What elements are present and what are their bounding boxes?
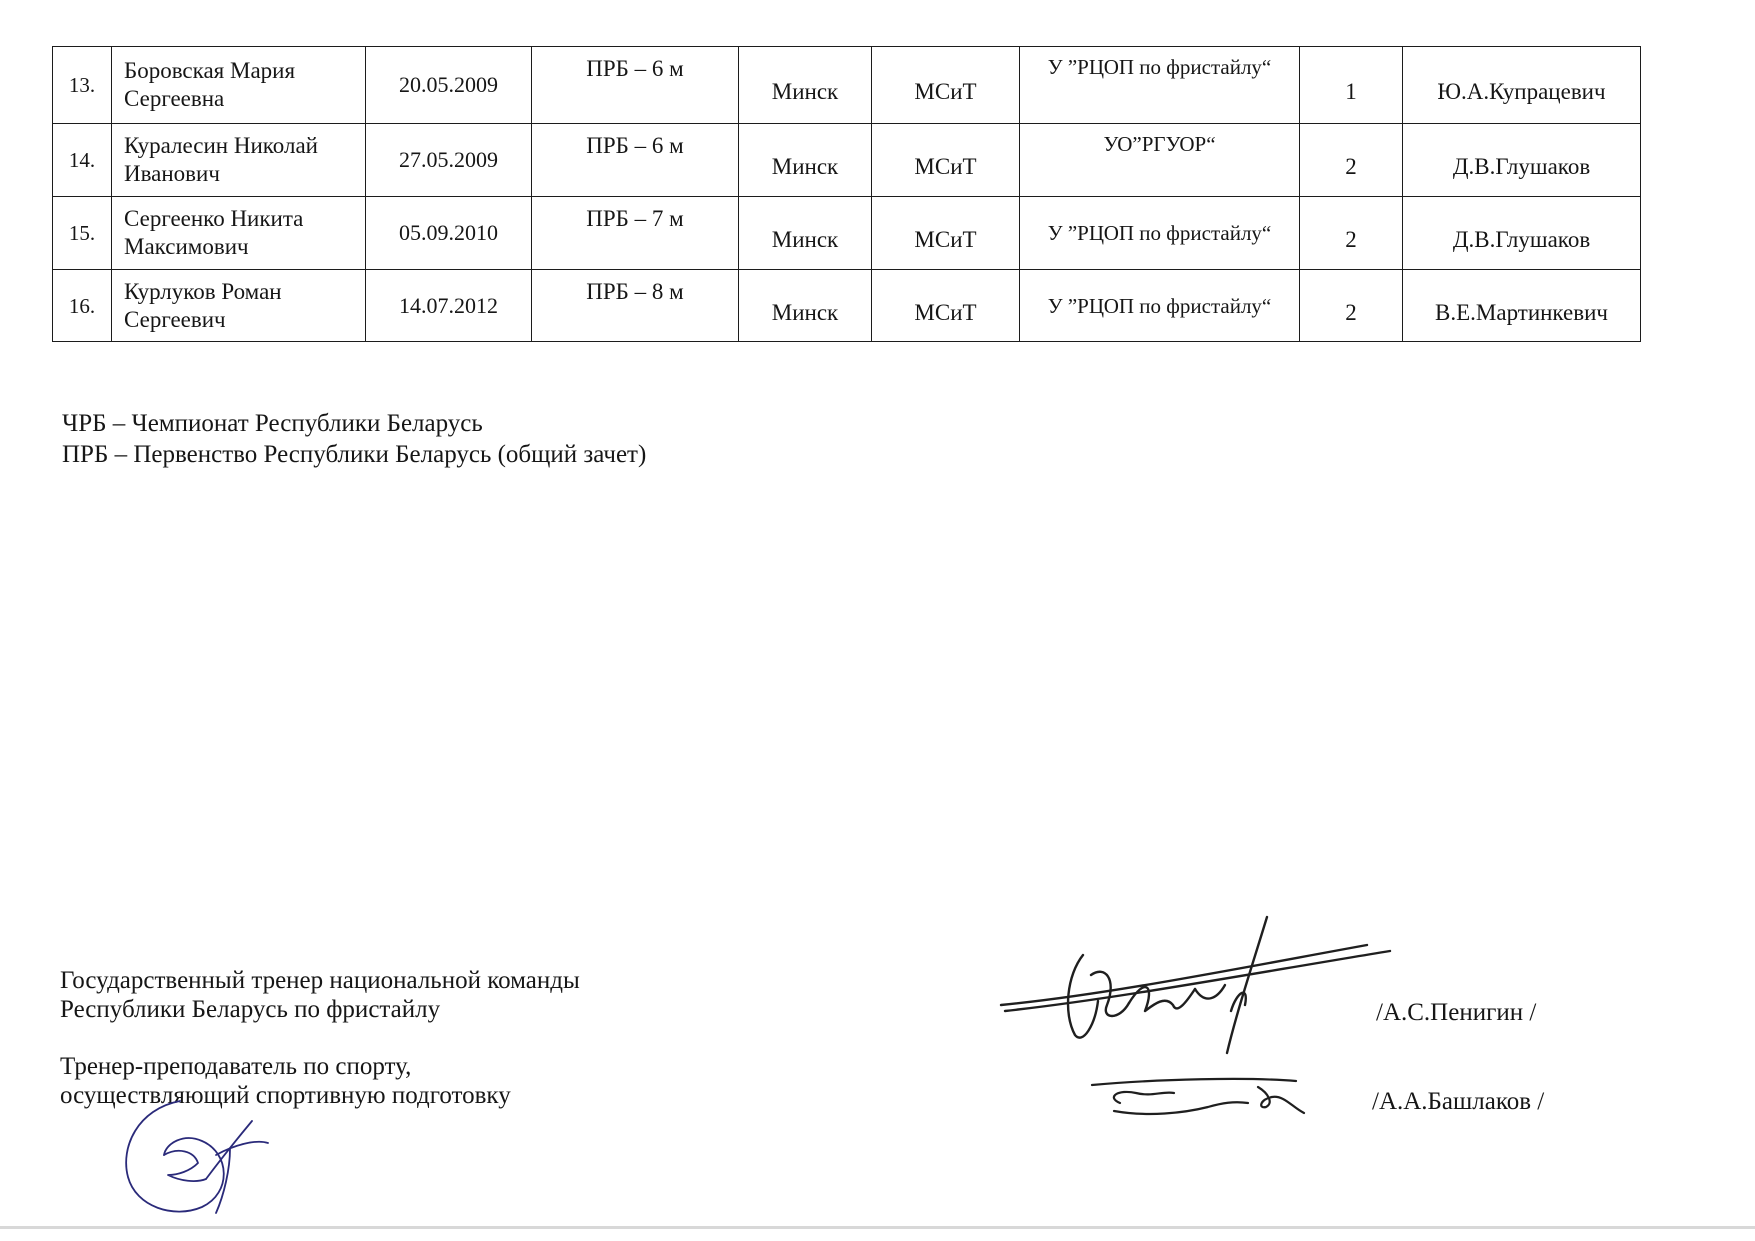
competition: ПРБ – 6 м bbox=[532, 124, 739, 197]
place: 2 bbox=[1300, 270, 1403, 342]
signature-first-icon bbox=[995, 915, 1395, 1065]
row-number: 13. bbox=[53, 47, 112, 124]
organization: У ”РЦОП по фристайлу“ bbox=[1020, 270, 1300, 342]
department: МСиТ bbox=[872, 197, 1020, 270]
competition: ПРБ – 8 м bbox=[532, 270, 739, 342]
legend-prb: ПРБ – Первенство Республики Беларусь (общий зачет) bbox=[62, 441, 647, 468]
athlete-name: Сергеенко Никита Максимович bbox=[112, 197, 366, 270]
row-number: 14. bbox=[53, 124, 112, 197]
signatory-name-second: /А.А.Башлаков / bbox=[1372, 1088, 1545, 1115]
signature-second-icon bbox=[1088, 1073, 1338, 1123]
table-row bbox=[53, 197, 1641, 270]
table-row bbox=[53, 270, 1641, 342]
department: МСиТ bbox=[872, 47, 1020, 124]
birth-date: 20.05.2009 bbox=[366, 47, 532, 124]
city: Минск bbox=[739, 197, 872, 270]
row-number: 15. bbox=[53, 197, 112, 270]
blue-initials-icon bbox=[120, 1095, 300, 1225]
role-line: Тренер-преподаватель по спорту, bbox=[60, 1053, 412, 1080]
athlete-name: Боровская Мария Сергеевна bbox=[112, 47, 366, 124]
signatory-role-first bbox=[60, 966, 580, 1024]
competition: ПРБ – 6 м bbox=[532, 47, 739, 124]
athlete-name: Курлуков Роман Сергеевич bbox=[112, 270, 366, 342]
coach: Д.В.Глушаков bbox=[1403, 124, 1641, 197]
abbreviation-legend bbox=[62, 408, 646, 470]
department: МСиТ bbox=[872, 124, 1020, 197]
organization: У ”РЦОП по фристайлу“ bbox=[1020, 47, 1300, 124]
row-number: 16. bbox=[53, 270, 112, 342]
table-row bbox=[53, 124, 1641, 197]
coach: В.Е.Мартинкевич bbox=[1403, 270, 1641, 342]
department: МСиТ bbox=[872, 270, 1020, 342]
role-line: Государственный тренер национальной команды bbox=[60, 967, 580, 994]
coach: Д.В.Глушаков bbox=[1403, 197, 1641, 270]
place: 2 bbox=[1300, 124, 1403, 197]
place: 2 bbox=[1300, 197, 1403, 270]
coach: Ю.А.Купрацевич bbox=[1403, 47, 1641, 124]
birth-date: 05.09.2010 bbox=[366, 197, 532, 270]
signatory-name-first: /А.С.Пенигин / bbox=[1376, 999, 1537, 1026]
organization: УО”РГУОР“ bbox=[1020, 124, 1300, 197]
athlete-name: Куралесин Николай Иванович bbox=[112, 124, 366, 197]
table-row bbox=[53, 47, 1641, 124]
city: Минск bbox=[739, 270, 872, 342]
role-line: осуществляющий спортивную подготовку bbox=[60, 1082, 511, 1109]
organization: У ”РЦОП по фристайлу“ bbox=[1020, 197, 1300, 270]
place: 1 bbox=[1300, 47, 1403, 124]
city: Минск bbox=[739, 47, 872, 124]
competition: ПРБ – 7 м bbox=[532, 197, 739, 270]
legend-chrb: ЧРБ – Чемпионат Республики Беларусь bbox=[62, 410, 483, 437]
scan-edge bbox=[0, 1226, 1755, 1229]
athletes-table bbox=[52, 46, 1641, 342]
role-line: Республики Беларусь по фристайлу bbox=[60, 996, 441, 1023]
birth-date: 27.05.2009 bbox=[366, 124, 532, 197]
city: Минск bbox=[739, 124, 872, 197]
birth-date: 14.07.2012 bbox=[366, 270, 532, 342]
